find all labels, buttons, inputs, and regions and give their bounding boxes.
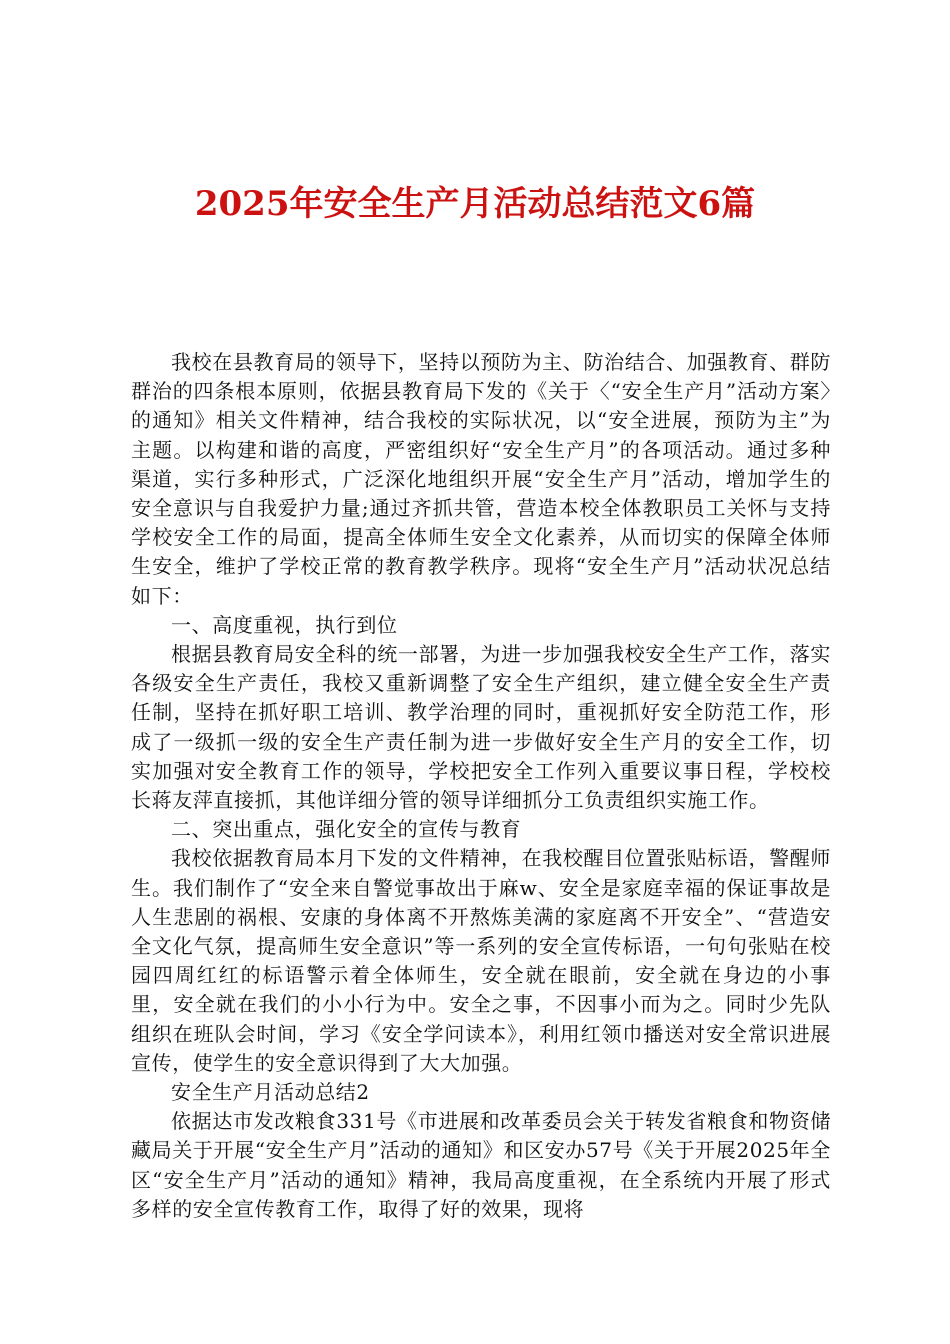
body-paragraph-section-1: 根据县教育局安全科的统一部署，为进一步加强我校安全生产工作，落实各级安全生产责任，我校又重新调整了安全生产组织，建立健全安全生产责任制，坚持在抓好职工培训、教学治理的同时，重视抓好安全防范工作，形成了一级抓一级的安全生产责任制为进一步做好安全生产月的安全工作，切实加强对安全教育工作的领导，学校把安全工作列入重要议事日程，学校校长蒋友萍直接抓，其他详细分管的领导详细抓分工负责组织实施工作。 — [131, 642, 831, 813]
section-heading-2: 二、突出重点，强化安全的宣传与教育 — [171, 817, 522, 842]
section-heading-1: 一、高度重视，执行到位 — [171, 612, 398, 637]
body-paragraph-summary-2: 依据达市发改粮食331号《市进展和改革委员会关于转发省粮食和物资储藏局关于开展“安全生产月”活动的通知》和区安办57号《关于开展2025年全区“安全生产月”活动的通知》精神，我局高度重视，在全系统内开展了形式多样的安全宣传教育工作，取得了好的效果，现将 — [131, 1109, 831, 1221]
subtitle-summary-2: 安全生产月活动总结2 — [171, 1080, 370, 1105]
body-paragraph-section-2: 我校依据教育局本月下发的文件精神，在我校醒目位置张贴标语，警醒师生。我们制作了“安全来自警觉事故出于麻w、安全是家庭幸福的保证事故是人生悲剧的祸根、安康的身体离不开熬炼美满的家庭离不开安全”、“营造安全文化气氛，提高师生安全意识”等一系列的安全宣传标语，一句句张贴在校园四周红红的标语警示着全体师生，安全就在眼前，安全就在身边的小事里，安全就在我们的小小行为中。安全之事，不因事小而为之。同时少先队组织在班队会时间，学习《安全学问读本》，利用红领巾播送对安全常识进展宣传，使学生的安全意识得到了大大加强。 — [131, 846, 831, 1075]
document-body — [131, 348, 831, 1224]
document-title: 2025年安全生产月活动总结范文6篇 — [194, 184, 756, 224]
body-paragraph-intro: 我校在县教育局的领导下，坚持以预防为主、防治结合、加强教育、群防群治的四条根本原则，依据县教育局下发的《关于〈“安全生产月”活动方案〉的通知》相关文件精神，结合我校的实际状况，以“安全进展，预防为主”为主题。以构建和谐的高度，严密组织好“安全生产月”的各项活动。通过多种渠道，实行多种形式，广泛深化地组织开展“安全生产月”活动，增加学生的安全意识与自我爱护力量;通过齐抓共管，营造本校全体教职员工关怀与支持学校安全工作的局面，提高全体师生安全文化素养，从而切实的保障全体师生安全，维护了学校正常的教育教学秩序。现将“安全生产月”活动状况总结如下： — [131, 350, 831, 608]
